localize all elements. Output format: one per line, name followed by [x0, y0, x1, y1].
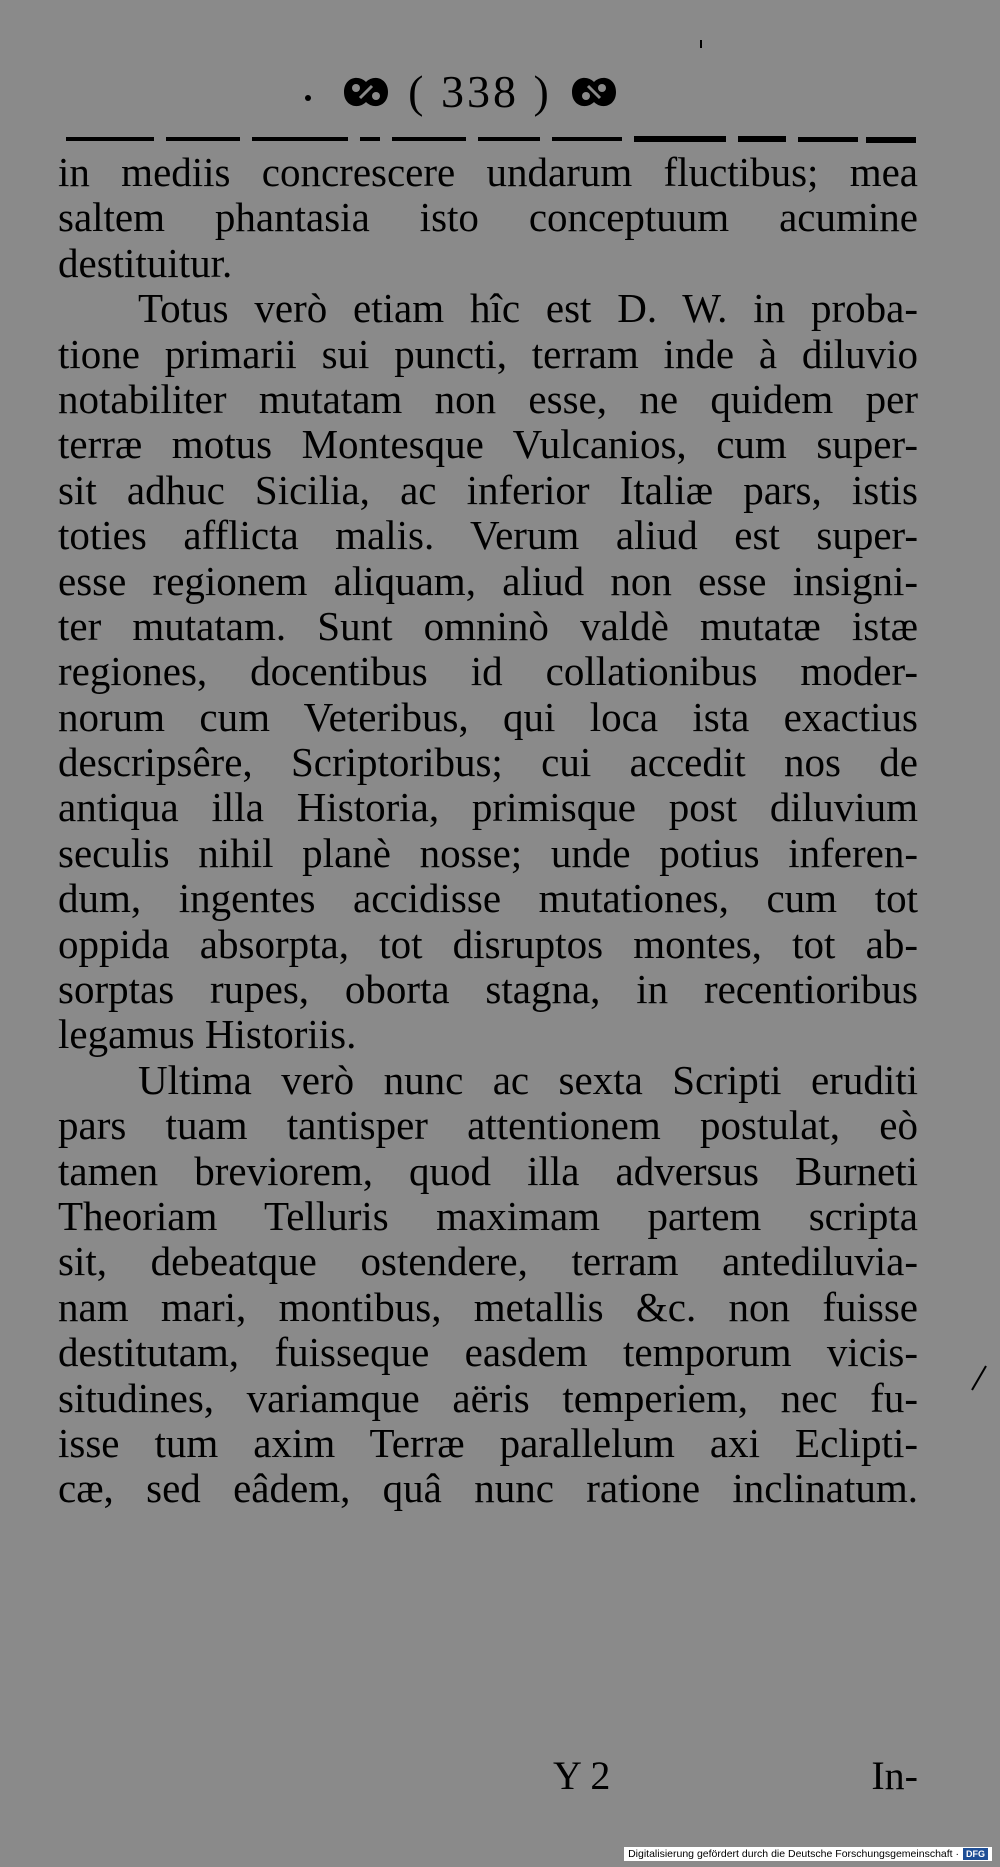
- text-line: ter mutatam. Sunt omninò valdè mutatæ istæ: [58, 602, 918, 649]
- text-line: isse tum axim Terræ parallelum axi Eclipti-: [58, 1419, 918, 1466]
- scan-mark: [700, 40, 702, 48]
- body-text: [58, 150, 918, 1512]
- signature-mark: Y 2: [553, 1753, 611, 1798]
- text-line: legamus Historiis.: [58, 1011, 357, 1058]
- text-line: sorptas rupes, oborta stagna, in recentioribus: [58, 966, 918, 1013]
- text-line: terræ motus Montesque Vulcanios, cum super-: [58, 421, 918, 468]
- text-line: sit adhuc Sicilia, ac inferior Italiæ pars, istis: [58, 466, 918, 513]
- text-line: antiqua illa Historia, primisque post diluvium: [58, 784, 918, 831]
- text-line: esse regionem aliquam, aliud non esse insigni-: [58, 557, 918, 604]
- page-footer: [58, 1752, 918, 1802]
- page-header: [300, 62, 660, 122]
- text-line: norum cum Veteribus, qui loca ista exactius: [58, 693, 918, 740]
- page-number: ( 338 ): [408, 66, 552, 117]
- dfg-logo-icon: DFG: [963, 1848, 988, 1860]
- text-line: oppida absorpta, tot disruptos montes, tot ab-: [58, 920, 918, 967]
- header-rule: [66, 134, 916, 144]
- text-line: dum, ingentes accidisse mutationes, cum tot: [58, 875, 918, 922]
- fleuron-left-icon: [338, 68, 394, 116]
- text-line: Theoriam Telluris maximam partem scripta: [58, 1192, 918, 1239]
- text-line: nam mari, montibus, metallis &c. non fuisse: [58, 1283, 918, 1330]
- text-line: saltem phantasia isto conceptuum acumine: [58, 194, 918, 241]
- text-line: destituitur.: [58, 239, 233, 286]
- text-line: tamen breviorem, quod illa adversus Burneti: [58, 1147, 918, 1194]
- digitization-credit: [624, 1847, 992, 1861]
- text-line: cæ, sed eâdem, quâ nunc ratione inclinatum.: [58, 1465, 918, 1512]
- credit-text: Digitalisierung gefördert durch die Deutsche Forschungsgemeinschaft ·: [628, 1848, 959, 1860]
- text-line: tione primarii sui puncti, terram inde à diluvio: [58, 330, 918, 377]
- text-line: seculis nihil planè nosse; unde potius inferen-: [58, 829, 918, 876]
- margin-stroke-mark: [968, 1362, 990, 1394]
- text-line: toties afflicta malis. Verum aliud est super-: [58, 512, 918, 559]
- text-line: descripsêre, Scriptoribus; cui accedit nos de: [58, 739, 918, 786]
- text-line: in mediis concrescere undarum fluctibus; mea: [58, 149, 918, 195]
- text-line: regiones, docentibus id collationibus moder-: [58, 648, 918, 695]
- text-line: sit, debeatque ostendere, terram antediluvia-: [58, 1238, 918, 1285]
- catchword: In-: [871, 1753, 918, 1798]
- text-line: Ultima verò nunc ac sexta Scripti eruditi: [138, 1056, 918, 1103]
- text-line: destitutam, fuisseque easdem temporum vicis-: [58, 1329, 918, 1376]
- fleuron-right-icon: [566, 68, 622, 116]
- text-line: Totus verò etiam hîc est D. W. in proba-: [138, 285, 918, 332]
- text-line: pars tuam tantisper attentionem postulat, eò: [58, 1102, 918, 1149]
- text-line: notabiliter mutatam non esse, ne quidem per: [58, 375, 918, 422]
- text-line: situdines, variamque aëris temperiem, nec fu-: [58, 1374, 918, 1421]
